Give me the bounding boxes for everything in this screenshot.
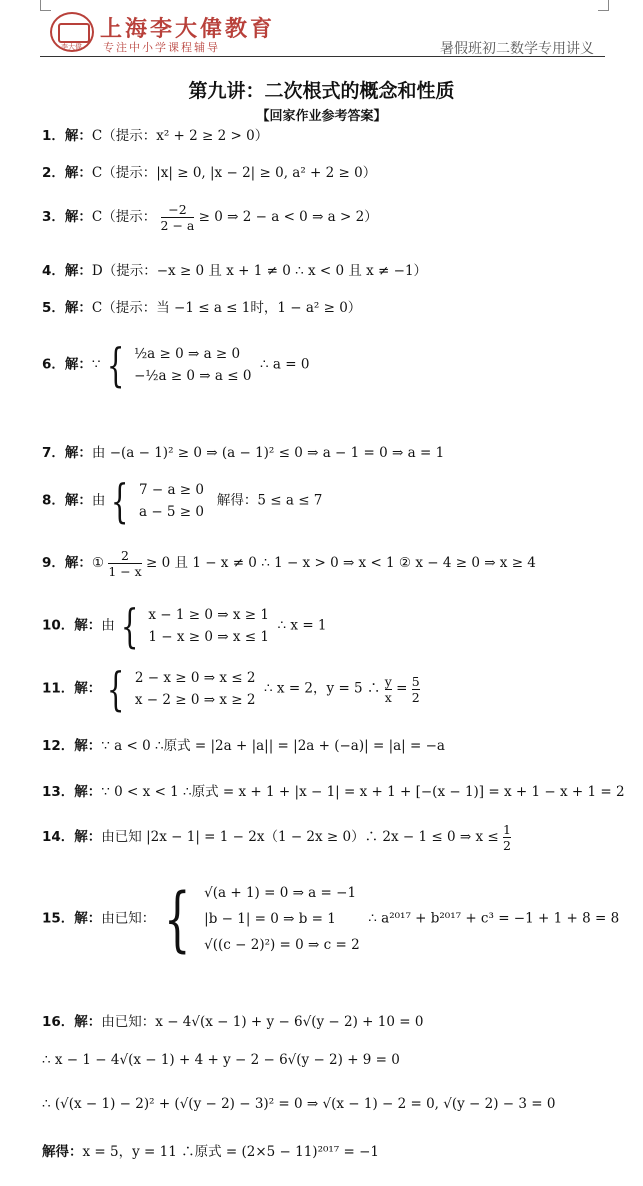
answer-6: 6．解：∵ { ½a ≥ 0 ⇒ a ≥ 0 −½a ≥ 0 ⇒ a ≤ 0 ∴ a = 0	[42, 338, 310, 392]
answer-10: 10．解：由 { x − 1 ≥ 0 ⇒ x ≥ 1 1 − x ≥ 0 ⇒ x ≤ 1 ∴ x = 1	[42, 599, 327, 653]
logo	[50, 12, 94, 52]
page-subtitle: 【回家作业参考答案】	[256, 109, 387, 124]
answer-5: 5．解：C（提示：当 −1 ≤ a ≤ 1时，1 − a² ≥ 0）	[42, 300, 362, 316]
header-divider	[40, 56, 605, 57]
answer-8: 8．解：由 { 7 − a ≥ 0 a − 5 ≥ 0 解得：5 ≤ a ≤ 7	[42, 474, 323, 528]
fraction: $\frac{1}{2}$	[503, 822, 511, 853]
answer-11: 11．解： { 2 − x ≥ 0 ⇒ x ≤ 2 x − 2 ≥ 0 ⇒ x ≥ 2 ∴ x = 2，y = 5 ∴ $\frac{y}{x}$ = $\frac{5}{2}$	[42, 662, 420, 716]
answer-14: 14．解：由已知 |2x − 1| = 1 − 2x（1 − 2x ≥ 0）∴ 2x − 1 ≤ 0 ⇒ x ≤ $\frac{1}{2}$	[42, 822, 511, 853]
equation-system: ½a ≥ 0 ⇒ a ≥ 0 −½a ≥ 0 ⇒ a ≤ 0	[134, 346, 252, 384]
answer-9: 9．解：① $\frac{2}{1 - x}$ ≥ 0 且 1 − x ≠ 0 ∴ 1 − x > 0 ⇒ x < 1 ② x − 4 ≥ 0 ⇒ x ≥ 4	[42, 548, 536, 579]
equation-system: √(a + 1) = 0 ⇒ a = −1 |b − 1| = 0 ⇒ b = 1 √((c − 2)²) = 0 ⇒ c = 2	[204, 885, 360, 953]
fraction: $\frac{2}{1 - x}$	[108, 548, 142, 579]
brand-name: 上海李大偉教育	[100, 17, 276, 42]
answer-12: 12．解：∵ a < 0 ∴原式 = |2a + |a|| = |2a + (−a)| = |a| = −a	[42, 738, 445, 754]
answer-3: 3．解：C（提示： $\frac{-2}{2 - a}$ ≥ 0 ⇒ 2 − a < 0 ⇒ a > 2）	[42, 202, 378, 233]
page-title: 第九讲：二次根式的概念和性质	[188, 80, 455, 102]
equation-system: 2 − x ≥ 0 ⇒ x ≤ 2 x − 2 ≥ 0 ⇒ x ≥ 2	[134, 670, 256, 708]
answer-16: 16．解：由已知：x − 4√(x − 1) + y − 6√(y − 2) + 10 = 0	[42, 1014, 424, 1030]
answer-16-final: 解得：x = 5，y = 11 ∴原式 = (2×5 − 11)²⁰¹⁷ = −1	[42, 1144, 380, 1160]
answer-16-step-2: ∴ (√(x − 1) − 2)² + (√(y − 2) − 3)² = 0 ⇒ √(x − 1) − 2 = 0, √(y − 2) − 3 = 0	[42, 1096, 556, 1112]
equation-system: x − 1 ≥ 0 ⇒ x ≥ 1 1 − x ≥ 0 ⇒ x ≤ 1	[148, 607, 269, 645]
answer-1: 1．解：C（提示：x² + 2 ≥ 2 > 0）	[42, 128, 269, 144]
fraction: $\frac{y}{x}$	[384, 673, 392, 705]
crop-mark-right	[598, 0, 609, 11]
fraction: $\frac{5}{2}$	[411, 673, 420, 705]
answer-16-step-1: ∴ x − 1 − 4√(x − 1) + 4 + y − 2 − 6√(y − 2) + 9 = 0	[42, 1052, 400, 1068]
brand-slogan: 专注中小学课程辅导	[103, 41, 220, 54]
fraction: $\frac{-2}{2 - a}$	[160, 202, 195, 233]
crop-mark-left	[40, 0, 51, 11]
answer-13: 13．解：∵ 0 < x < 1 ∴原式 = x + 1 + |x − 1| = x + 1 + [−(x − 1)] = x + 1 − x + 1 = 2	[42, 784, 625, 800]
answer-2: 2．解：C（提示：|x| ≥ 0, |x − 2| ≥ 0, a² + 2 ≥ 0）	[42, 165, 377, 181]
answer-7: 7．解：由 −(a − 1)² ≥ 0 ⇒ (a − 1)² ≤ 0 ⇒ a − 1 = 0 ⇒ a = 1	[42, 445, 445, 461]
equation-system: 7 − a ≥ 0 a − 5 ≥ 0	[138, 482, 204, 520]
answer-15: 15．解：由已知： { √(a + 1) = 0 ⇒ a = −1 |b − 1| = 0 ⇒ b = 1 √((c − 2)²) = 0 ⇒ c = 2 ∴ a²⁰¹⁷ + b²⁰¹⁷ + c³ = −1 + 1 + 8 = 8	[42, 878, 620, 960]
logo-text: 李大偉	[61, 43, 82, 51]
course-label: 暑假班初二数学专用讲义	[440, 41, 594, 57]
answer-4: 4．解：D（提示：−x ≥ 0 且 x + 1 ≠ 0 ∴ x < 0 且 x ≠ −1）	[42, 263, 428, 279]
